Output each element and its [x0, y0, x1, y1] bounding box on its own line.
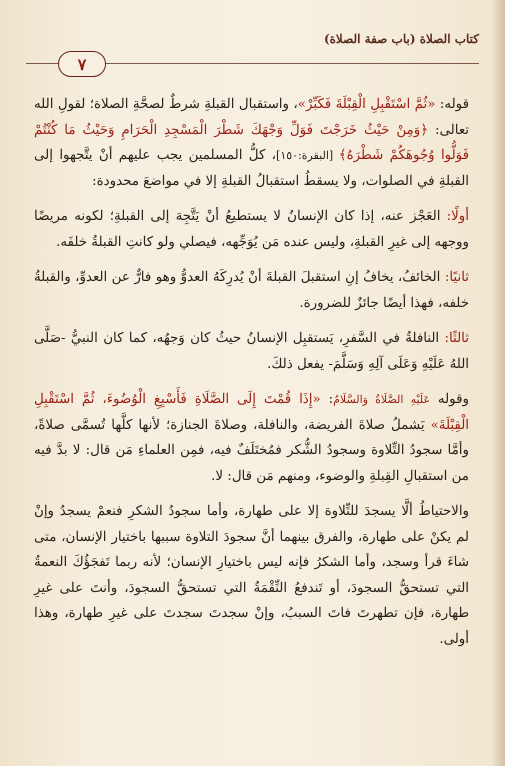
text-segment: ، كلُّ المسلمين يجب عليهم أنْ يتَّجهوا إلى القبلةِ في الصلوات، ولا يسقطُ استقبالُ القبلةِ إلا في مواضعَ محدودة: — [34, 148, 469, 189]
text-segment: العَجْز عنه، إذا كان الإنسانُ لا يستطيعُ أنْ يَتَّجِهَ إلى القبلةِ؛ لكونه مريضًا ووجهه إلى غيرِ القبلةِ، وليس عنده مَن يُوَجِّهه، فيصلي ولو كانتِ القبلةُ خلفَه. — [34, 209, 469, 250]
text-segment: وقوله — [430, 392, 469, 407]
text-segment: النافلةُ في السَّفرِ، يَستقبِل الإنسانُ حيثُ كان وَجهُه، كما كان النبيُّ -صَلَّى اللهُ عَلَيْهِ وَعَلَى آلِهِ وَسَلَّمَ- يفعل ذلكَ. — [34, 331, 469, 372]
text-segment: قوله: — [435, 97, 469, 112]
highlighted-quote: ثالثًا: — [439, 331, 469, 346]
text-segment: والاحتياطُ ألَّا يسجدَ للتِّلاوة إلا على طهارة، وأما سجودُ الشكرِ فنعمْ يسجدُ وإنْ لم يكنْ على طهارة، والفرق بينهما أنَّ سجودَ التلاوة سببها باختيار الإنسان، متى شاءَ قرأ وسجد، وأما الشكرُ فإنه ليس باختيارِ الإنسان؛ لأنه ربما تَفجَؤُكَ النعمةُ التي تستحقُّ السجودَ، أو تَندفعُ النِّقْمَةُ التي تستحقُّ السجودَ، وأنتَ على غيرِ طهارة، فإن تطهرتَ فاتَ السببُ، وإنْ سجدتَ سجدتَ على غيرِ طهارة، وهذا أولى. — [34, 504, 469, 647]
highlighted-quote: ﴿وَمِنْ حَيْثُ خَرَجْتَ فَوَلِّ وَجْهَكَ شَطْرَ الْمَسْجِدِ الْحَرَامِ وَحَيْثُ مَا كُنْتُمْ فَوَلُّوا وُجُوهَكُمْ شَطْرَهُ﴾ — [34, 122, 469, 163]
citation: [البقرة:١٥٠] — [276, 149, 339, 162]
text-segment: ، واستقبال القبلةِ شرطٌ لصحَّةِ الصلاة؛ لقولِ الله تعالى: — [34, 97, 470, 138]
highlighted-quote: أولًا: — [440, 209, 469, 224]
highlighted-quote: «إِذَا قُمْتَ إِلَى الصَّلَاةِ فَأَسْبِغِ الْوُضُوءَ، ثُمَّ اسْتَقْبِلِ الْقِبْلَةَ» — [34, 392, 469, 433]
paragraph — [34, 92, 469, 194]
body-text — [34, 92, 469, 662]
page-spine-shadow — [491, 0, 505, 766]
page-header — [26, 30, 479, 80]
highlighted-quote: «ثُمَّ اسْتَقْبِلِ الْقِبْلَةَ فَكَبِّرْ» — [297, 97, 436, 112]
running-title: كتاب الصلاة (باب صفة الصلاة) — [323, 32, 479, 46]
paragraph — [34, 204, 469, 255]
text-segment: : — [320, 392, 334, 407]
highlighted-quote: ثانيًا: — [440, 270, 469, 285]
paragraph — [34, 265, 469, 316]
page-number-badge: ٧ — [58, 51, 106, 77]
text-segment: الخائفُ، يخافُ إنِ استقبلَ القبلةَ أنْ يُدرِكَهُ العدوُّ وهو فارٌّ عن العدوِّ، والقبلةُ خلفه، فهذا أيضًا جائزٌ للضرورة. — [34, 270, 469, 311]
text-segment: يَشملُ صلاةَ الفريضة، والنافلة، وصلاةَ الجنازة؛ لأنها كلَّها تُسمَّى صلاةً، وأمَّا سجودُ التِّلاوة وسجودُ الشُّكر فمُختَلَفٌ فيه، فمِن العلماءِ مَن قال: لا بدَّ فيه من استقبالِ القِبلةِ والوضوء، ومنهم مَن قال: لا. — [34, 417, 469, 484]
paragraph — [34, 326, 469, 377]
paragraph — [34, 387, 469, 489]
honorific: عَلَيْهِ الصَّلَاةُ وَالسَّلَامُ — [333, 393, 431, 406]
paragraph — [34, 499, 469, 652]
